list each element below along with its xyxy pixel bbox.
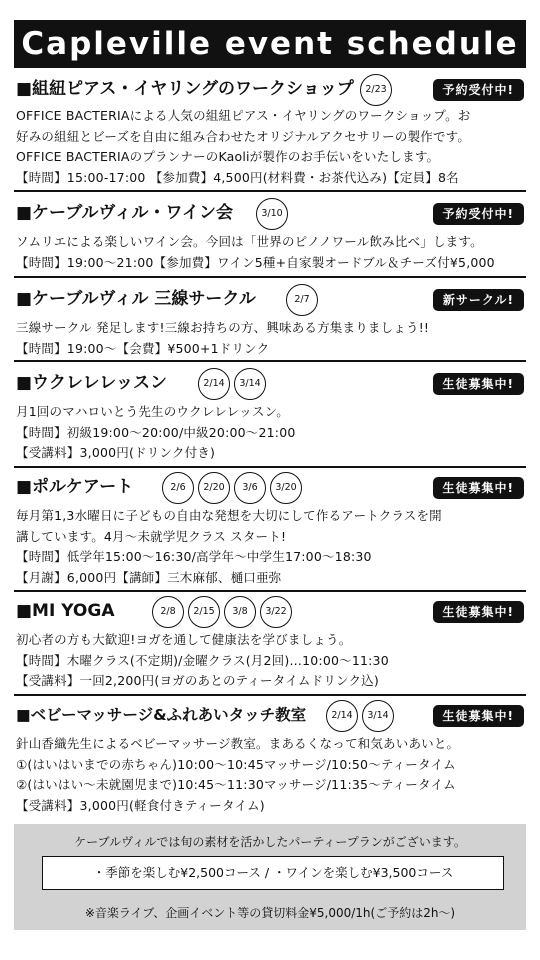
event-line: OFFICE BACTERIAによる人気の組紐ピアス・イヤリングのワークショップ。お	[16, 108, 471, 123]
date-badge: 2/14	[198, 368, 230, 400]
page-title: Capleville event schedule	[14, 20, 526, 68]
event-line: 【時間】19:00～21:00【参加費】ワイン5種+自家製オードブル＆チーズ付¥5,000	[16, 254, 495, 270]
event-title: ■組紐ピアス・イヤリングのワークショップ	[16, 79, 354, 99]
event-line: 【時間】19:00～【会費】¥500+1ドリンク	[16, 340, 270, 356]
status-badge: 生徒募集中!	[433, 477, 524, 499]
event-title: ■ケーブルヴィル 三線サークル	[16, 289, 256, 309]
status-badge: 生徒募集中!	[433, 601, 524, 623]
event-line: 【時間】15:00-17:00 【参加費】4,500円(材料費・お茶代込み)【定員】8名	[16, 169, 459, 185]
event-line: 三線サークル 発足します!三線お持ちの方、興味ある方集まりましょう!!	[16, 320, 430, 335]
event-ukulele-lesson	[16, 368, 526, 464]
event-wine-party	[16, 198, 526, 273]
event-line: 月1回のマハロいとう先生のウクレレレッスン。	[16, 404, 289, 419]
event-title: ■ポルケアート	[16, 477, 134, 497]
event-line: 【受講料】3,000円(ドリンク付き)	[16, 445, 216, 460]
event-line: 【月謝】6,000円【講師】三木麻郁、樋口亜弥	[16, 569, 282, 585]
status-badge: 新サークル!	[433, 289, 524, 311]
event-sanshin-circle	[16, 284, 526, 359]
party-plans-box: ・季節を楽しむ¥2,500コース / ・ワインを楽しむ¥3,500コース	[42, 856, 504, 890]
date-badge: 3/22	[260, 596, 292, 628]
date-badge: 3/14	[234, 368, 266, 400]
date-badge: 2/8	[152, 596, 184, 628]
status-badge: 生徒募集中!	[433, 373, 524, 395]
date-badge: 2/15	[188, 596, 220, 628]
event-line: 針山香織先生によるベビーマッサージ教室。まあるくなって和気あいあいと。	[16, 736, 460, 751]
event-title: ■ベビーマッサージ&ふれあいタッチ教室	[16, 706, 307, 724]
status-badge: 予約受付中!	[433, 203, 524, 225]
event-line: 【受講料】一回2,200円(ヨガのあとのティータイムドリンク込)	[16, 673, 379, 688]
footer-lead: ケーブルヴィルでは旬の素材を活かしたパーティープランがございます。	[74, 835, 466, 849]
event-mi-yoga	[16, 596, 526, 692]
divider	[14, 466, 526, 468]
date-badge: 3/20	[270, 472, 302, 504]
event-line: 【時間】木曜クラス(不定期)/金曜クラス(月2回)…10:00～11:30	[16, 652, 389, 668]
event-line: 初心者の方も大歓迎!ヨガを通して健康法を学びましょう。	[16, 632, 352, 647]
status-badge: 生徒募集中!	[433, 705, 524, 727]
date-badge: 2/7	[286, 284, 318, 316]
divider	[14, 276, 526, 278]
divider	[14, 360, 526, 362]
event-line: ②(はいはい～未就園児まで)10:45～11:30マッサージ/11:35～ティータイム	[16, 777, 456, 792]
divider	[14, 694, 526, 696]
event-baby-massage	[16, 700, 526, 816]
event-line: ①(はいはいまでの赤ちゃん)10:00～10:45マッサージ/10:50～ティータイム	[16, 756, 456, 772]
date-badge: 3/8	[224, 596, 256, 628]
event-line: 好みの組紐とビーズを自由に組み合わせたオリジナルアクセサリーの製作です。	[16, 128, 471, 144]
date-badge: 3/10	[256, 198, 288, 230]
event-line: OFFICE BACTERIAのプランナーのKaoliが製作のお手伝いをいたします。	[16, 149, 440, 164]
event-line: 【時間】低学年15:00～16:30/高学年～中学生17:00～18:30	[16, 549, 372, 564]
party-plan-footer	[14, 824, 526, 930]
date-badge: 2/14	[326, 700, 358, 732]
event-braided-workshop	[16, 74, 526, 188]
footer-note: ※音楽ライブ、企画イベント等の貸切料金¥5,000/1h(ご予約は2h～)	[84, 906, 456, 920]
event-line: 【受講料】3,000円(軽食付きティータイム)	[16, 797, 265, 813]
date-badge: 2/23	[360, 74, 392, 106]
date-badge: 2/6	[162, 472, 194, 504]
event-title: ■MI YOGA	[16, 601, 115, 621]
event-title: ■ケーブルヴィル・ワイン会	[16, 203, 234, 223]
date-badge: 2/20	[198, 472, 230, 504]
date-badge: 3/6	[234, 472, 266, 504]
divider	[14, 590, 526, 592]
date-badge: 3/14	[362, 700, 394, 732]
event-line: 【時間】初級19:00～20:00/中級20:00～21:00	[16, 424, 296, 440]
status-badge: 予約受付中!	[433, 79, 524, 101]
divider	[14, 190, 526, 192]
event-line: 講しています。4月～未就学児クラス スタート!	[16, 528, 287, 544]
event-line: ソムリエによる楽しいワイン会。今回は「世界のピノノワール飲み比べ」します。	[16, 234, 483, 249]
event-porque-art	[16, 472, 526, 588]
event-title: ■ウクレレレッスン	[16, 373, 168, 393]
event-line: 毎月第1,3水曜日に子どもの自由な発想を大切にして作るアートクラスを開	[16, 508, 442, 523]
